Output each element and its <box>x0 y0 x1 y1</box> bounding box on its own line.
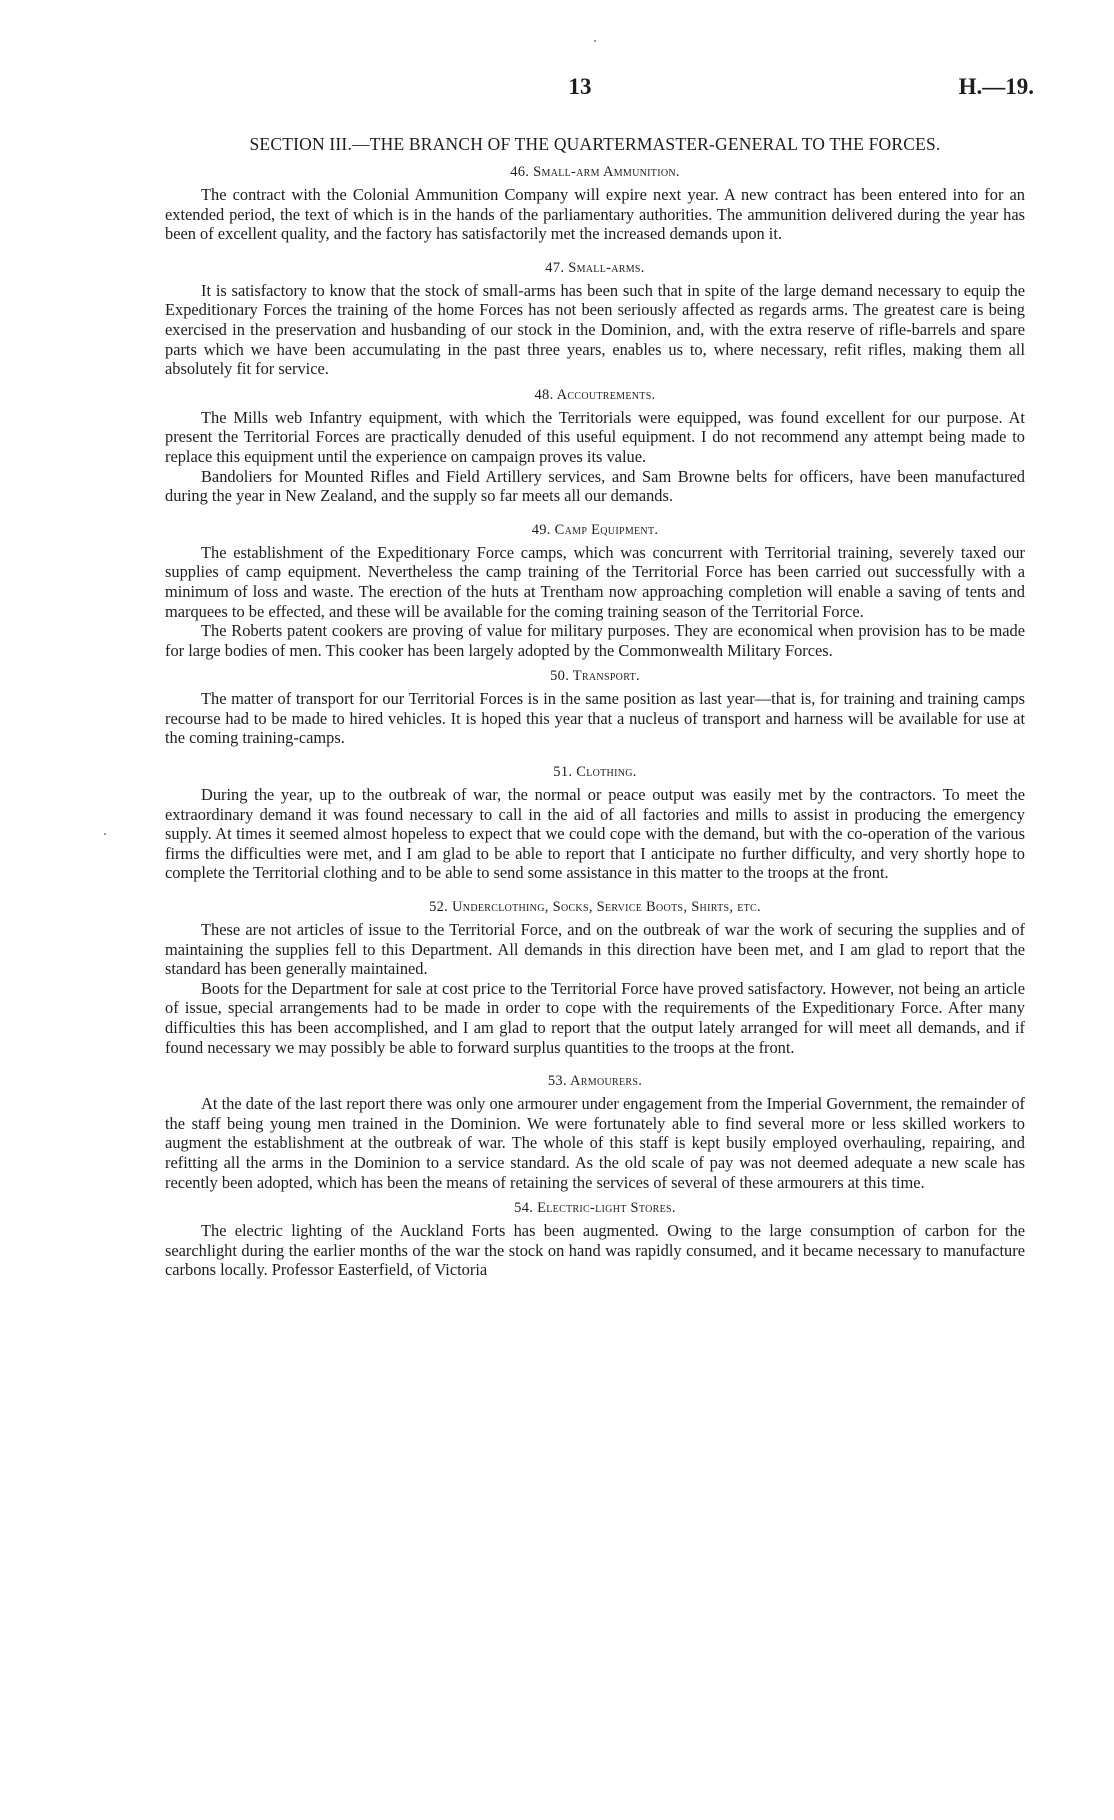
paragraph: The establishment of the Expeditionary Force camps, which was concurrent with Territorial training, severely taxed our supplies of camp equipment. Nevertheless the camp training of the Territorial Force has been carried out successfully with a minimum of loss and waste. The erection of the huts at Trentham now approaching completion will enable a saving of tents and marquees to be effected, and these will be available for the coming training season of the Territorial Force. <box>165 542 1025 621</box>
paragraph: The matter of transport for our Territorial Forces is in the same position as last year—that is, for training and training camps recourse had to be made to hired vehicles. It is hoped this year that a nucleus of transport and harness will be available for use at the coming training-camps. <box>165 689 1025 748</box>
section-heading: 54. Electric-light Stores. <box>514 1200 676 1217</box>
paragraph: The Roberts patent cookers are proving of value for military purposes. They are economical when provision has to be made for large bodies of men. This cooker has been largely adopted by the Commonwealth Military Forces. <box>165 621 1025 660</box>
section-heading: 50. Transport. <box>550 668 640 685</box>
section-48 <box>165 385 1025 506</box>
section-47 <box>165 258 1025 379</box>
paragraph: The contract with the Colonial Ammunition Company will expire next year. A new contract has been entered into for an extended period, the text of which is in the hands of the parliamentary authorities. The ammunition delivered during the year has been of excellent quality, and the factory has satisfactorily met the increased demands upon it. <box>165 185 1025 244</box>
paragraph: Boots for the Department for sale at cost price to the Territorial Force have proved satisfactory. However, not being an article of issue, special arrangements had to be made in order to cope with the requirements of the Expeditionary Force. After many difficulties this has been accomplished, and I am glad to report that the output lately arranged for will meet all demands, and if found necessary we may possibly be able to forward surplus quantities to the troops at the front. <box>165 978 1025 1057</box>
page-number: 13 <box>568 74 592 99</box>
section-heading: 52. Underclothing, Socks, Service Boots, Shirts, etc. <box>429 899 761 916</box>
scan-speck <box>594 40 596 42</box>
paragraph: The electric lighting of the Auckland Forts has been augmented. Owing to the large consumption of carbon for the searchlight during the earlier months of the war the stock on hand was rapidly consumed, and it became necessary to manufacture carbons locally. Professor Easterfield, of Victoria <box>165 1221 1025 1280</box>
paragraph: During the year, up to the outbreak of war, the normal or peace output was easily met by the contractors. To meet the extraordinary demand it was found necessary to call in the aid of all factories and mills to assist in producing the emergency supply. At times it seemed almost hopeless to expect that we could cope with the demand, but with the co-operation of the various firms the difficulties were met, and I am glad to be able to report that I anticipate no further difficulty, and very shortly hope to complete the Territorial clothing and to be able to send some assistance in this matter to the troops at the front. <box>165 785 1025 883</box>
section-51 <box>165 762 1025 883</box>
section-heading: 47. Small-arms. <box>545 259 645 276</box>
section-heading: 53. Armourers. <box>547 1073 643 1090</box>
section-title: SECTION III.—THE BRANCH OF THE QUARTERMASTER-GENERAL TO THE FORCES. <box>249 134 941 154</box>
section-52 <box>165 897 1025 1057</box>
document-reference: H.—19. <box>958 74 1034 99</box>
paragraph: The Mills web Infantry equipment, with which the Territorials were equipped, was found excellent for our purpose. At present the Territorial Forces are practically denuded of this useful equipment. I do not recommend any attempt being made to replace this equipment until the experience on campaign proves its value. <box>165 407 1025 466</box>
section-heading: 49. Camp Equipment. <box>531 521 659 538</box>
section-53 <box>165 1071 1025 1192</box>
section-54 <box>165 1198 1025 1280</box>
section-50 <box>165 666 1025 748</box>
section-heading: 46. Small-arm Ammunition. <box>510 164 680 180</box>
paragraph: Bandoliers for Mounted Rifles and Field Artillery services, and Sam Browne belts for officers, have been manufactured during the year in New Zealand, and the supply so far meets all our demands. <box>165 466 1025 506</box>
paragraph: It is satisfactory to know that the stock of small-arms has been such that in spite of the large demand necessary to equip the Expeditionary Forces the training of the home Forces has not been seriously affected as regards arms. The greatest care is being exercised in the preservation and husbanding of our stock in the Dominion, and, with the extra reserve of rifle-barrels and spare parts which we have been accumulating in the past three years, enables us to, where necessary, refit rifles, making them all absolutely fit for service. <box>165 280 1025 379</box>
section-49 <box>165 520 1025 661</box>
paragraph: At the date of the last report there was only one armourer under engagement from the Imperial Government, the remainder of the staff being young men trained in the Dominion. We were fortunately able to find several more or less skilled workers to augment the establishment at the outbreak of war. The whole of this staff is kept busily employed overhauling, repairing, and refitting all the arms in the Dominion to a service standard. As the old scale of pay was not deemed adequate a new scale has recently been adopted, which has been the means of retaining the services of several of these armourers at this time. <box>165 1094 1025 1192</box>
section-heading: 51. Clothing. <box>553 764 637 781</box>
scan-speck <box>104 833 106 835</box>
paragraph: These are not articles of issue to the Territorial Force, and on the outbreak of war the work of securing the supplies and of maintaining the supplies fell to this Department. All demands in this direction have been met, and I am glad to report that the standard has been generally maintained. <box>165 920 1025 979</box>
section-46 <box>165 162 1025 244</box>
page-body <box>165 133 1025 1280</box>
section-heading: 48. Accoutrements. <box>534 386 656 403</box>
